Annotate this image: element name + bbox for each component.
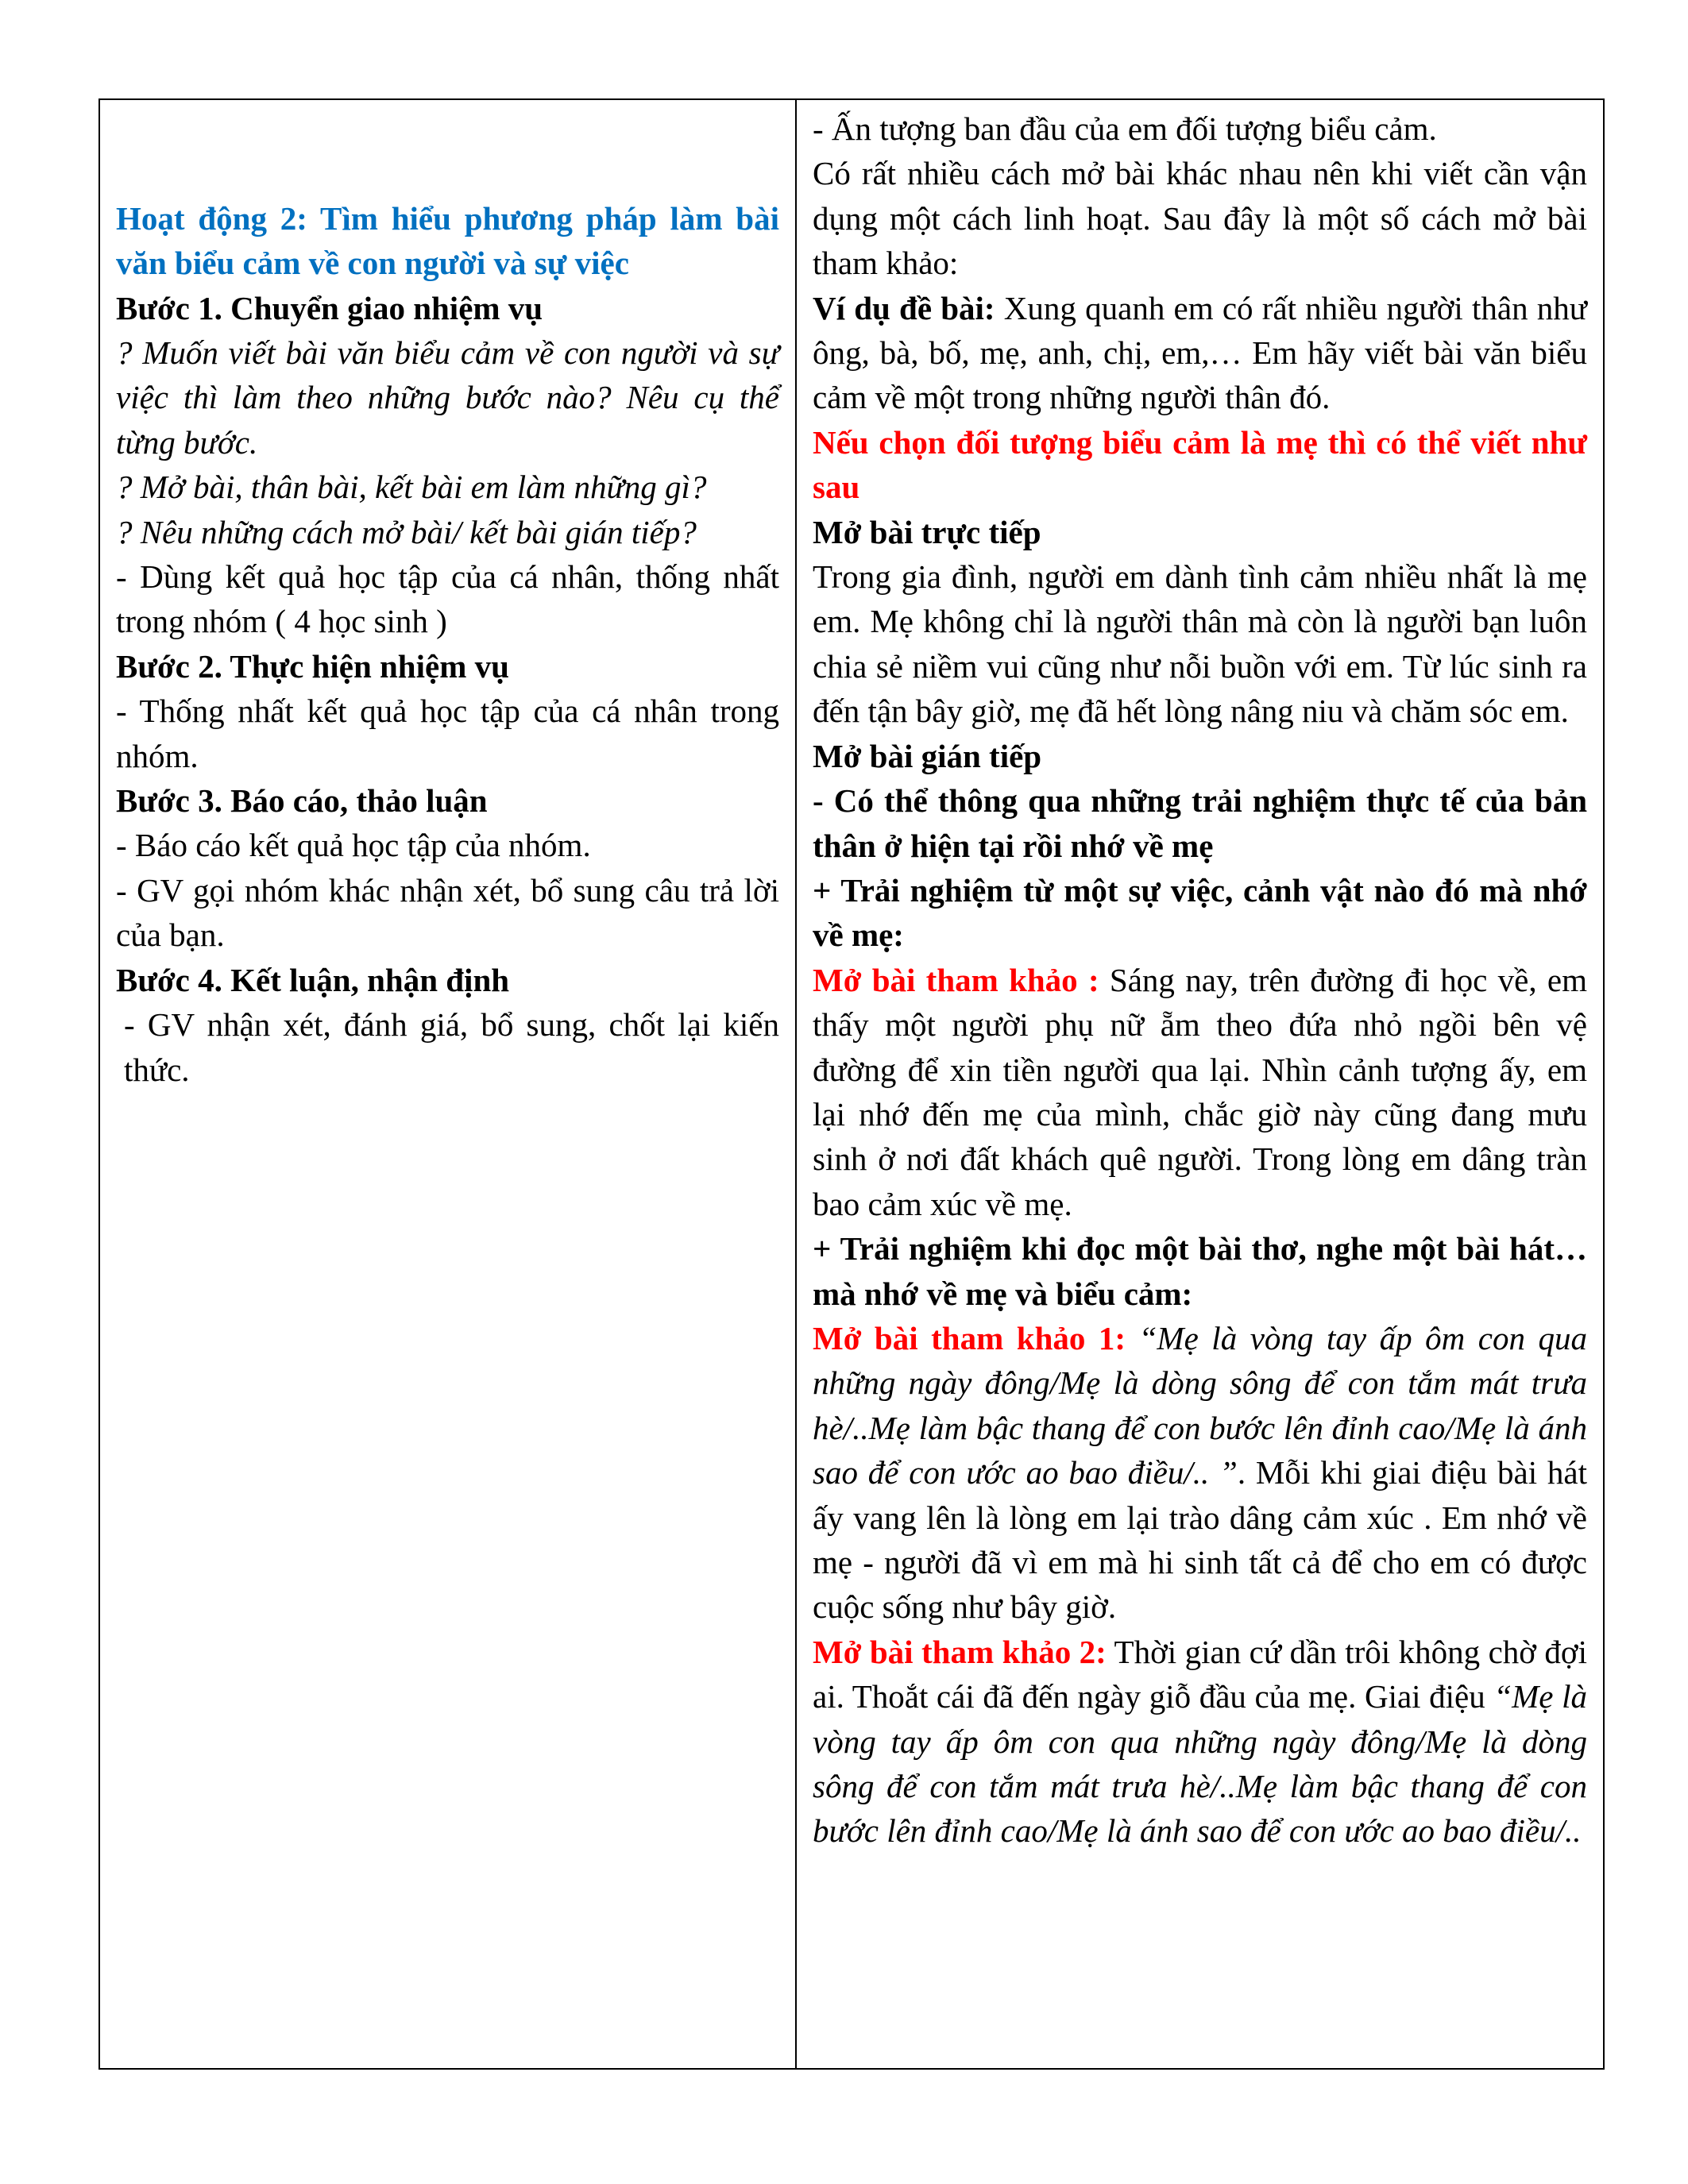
reference-1-quote: “Mẹ là vòng tay ấp ôm con qua những ngày đông/Mẹ là dòng sông để con tắm mát trưa hè/..Mẹ làm bậc thang để con bước lên đỉnh cao/Mẹ là ánh sao để con ước ao bao điều/.. ” — [813, 1319, 1587, 1491]
reference-opening — [813, 958, 1587, 1226]
impression-line: - Ấn tượng ban đầu của em đối tượng biểu cảm. — [813, 110, 1437, 147]
example-text: Xung quanh em có rất nhiều người thân như ông, bà, bố, mẹ, anh, chị, em,… Em hãy viết bài văn biểu cảm về một trong những người thân đó. — [813, 289, 1588, 416]
intro-paragraph: Có rất nhiều cách mở bài khác nhau nên khi viết cần vận dụng một cách linh hoạt. Sau đây là một số cách mở bài tham khảo: — [813, 155, 1587, 282]
choose-mother-heading: Nếu chọn đối tượng biểu cảm là mẹ thì có thể viết như sau — [813, 423, 1587, 506]
reference-2-text: Thời gian cứ dần trôi không chờ đợi ai. Thoắt cái đã đến ngày giỗ đầu của mẹ. Giai điệu — [813, 1633, 1588, 1715]
indirect-sub-3: + Trải nghiệm khi đọc một bài thơ, nghe một bài hát… mà nhớ về mẹ và biểu cảm: — [813, 1230, 1587, 1312]
left-column — [99, 99, 796, 2069]
step1-title: Bước 1. Chuyển giao nhiệm vụ — [116, 289, 543, 326]
table-row — [99, 99, 1604, 2069]
spacer — [116, 106, 779, 196]
reference-2-label: Mở bài tham khảo 2: — [813, 1633, 1107, 1670]
indirect-sub-2: + Trải nghiệm từ một sự việc, cảnh vật nào đó mà nhớ về mẹ: — [813, 871, 1587, 954]
reference-text: Sáng nay, trên đường đi học về, em thấy một người phụ nữ ẵm theo đứa nhỏ ngồi bên vệ đường để xin tiền người qua lại. Nhìn cảnh tượng ấy, em lại nhớ đến mẹ của mình, chắc giờ này cũng đang mưu sinh ở nơi đất khách quê người. Trong lòng em dâng tràn bao cảm xúc về mẹ. — [813, 961, 1587, 1222]
step2-title: Bước 2. Thực hiện nhiệm vụ — [116, 647, 509, 685]
step4-note: - GV nhận xét, đánh giá, bổ sung, chốt lại kiến thức. — [124, 1006, 779, 1088]
step3-note-2: - GV gọi nhóm khác nhận xét, bổ sung câu trả lời của bạn. — [116, 871, 779, 954]
question-2: ? Mở bài, thân bài, kết bài em làm những gì? — [116, 469, 707, 506]
direct-opening-text: Trong gia đình, người em dành tình cảm nhiều nhất là mẹ em. Mẹ không chỉ là người thân mà còn là người bạn luôn chia sẻ niềm vui cũng như nỗi buồn với em. Từ lúc sinh ra đến tận bây giờ, mẹ đã hết lòng nâng niu và chăm sóc em. — [813, 558, 1587, 730]
lesson-table — [98, 98, 1605, 2070]
indirect-opening-title: Mở bài gián tiếp — [813, 737, 1042, 774]
indirect-sub-1: - Có thể thông qua những trải nghiệm thực tế của bản thân ở hiện tại rồi nhớ về mẹ — [813, 782, 1587, 864]
reference-1-label: Mở bài tham khảo 1: — [813, 1319, 1126, 1356]
reference-1-text: . Mỗi khi giai điệu bài hát ấy vang lên là lòng em lại trào dâng cảm xúc . Em nhớ về mẹ - người đã vì em mà hi sinh tất cả để cho em có được cuộc sống như bây giờ. — [813, 1454, 1588, 1626]
direct-opening-title: Mở bài trực tiếp — [813, 513, 1041, 550]
step2-note: - Thống nhất kết quả học tập của cá nhân trong nhóm. — [116, 693, 779, 774]
step3-title: Bước 3. Báo cáo, thảo luận — [116, 782, 488, 820]
reference-label: Mở bài tham khảo : — [813, 961, 1099, 998]
step4-title: Bước 4. Kết luận, nhận định — [116, 961, 510, 998]
reference-2-quote: “Mẹ là vòng tay ấp ôm con qua những ngày đông/Mẹ là dòng sông để con tắm mát trưa hè/..Mẹ làm bậc thang để con bước lên đỉnh cao/Mẹ là ánh sao để con ước ao bao điều/.. — [813, 1678, 1587, 1850]
reference-opening-1 — [813, 1316, 1587, 1630]
right-column — [796, 99, 1604, 2069]
reference-opening-2 — [813, 1630, 1587, 1854]
example-paragraph — [813, 286, 1587, 420]
step1-note: - Dùng kết quả học tập của cá nhân, thống nhất trong nhóm ( 4 học sinh ) — [116, 558, 779, 640]
activity-title: Hoạt động 2: Tìm hiểu phương pháp làm bài văn biểu cảm về con người và sự việc — [116, 199, 779, 282]
question-1: ? Muốn viết bài văn biểu cảm về con người và sự việc thì làm theo những bước nào? Nêu cụ thể từng bước. — [116, 334, 779, 461]
example-label: Ví dụ đề bài: — [813, 289, 995, 326]
step3-note-1: - Báo cáo kết quả học tập của nhóm. — [116, 827, 591, 864]
question-3: ? Nêu những cách mở bài/ kết bài gián tiếp? — [116, 513, 697, 550]
